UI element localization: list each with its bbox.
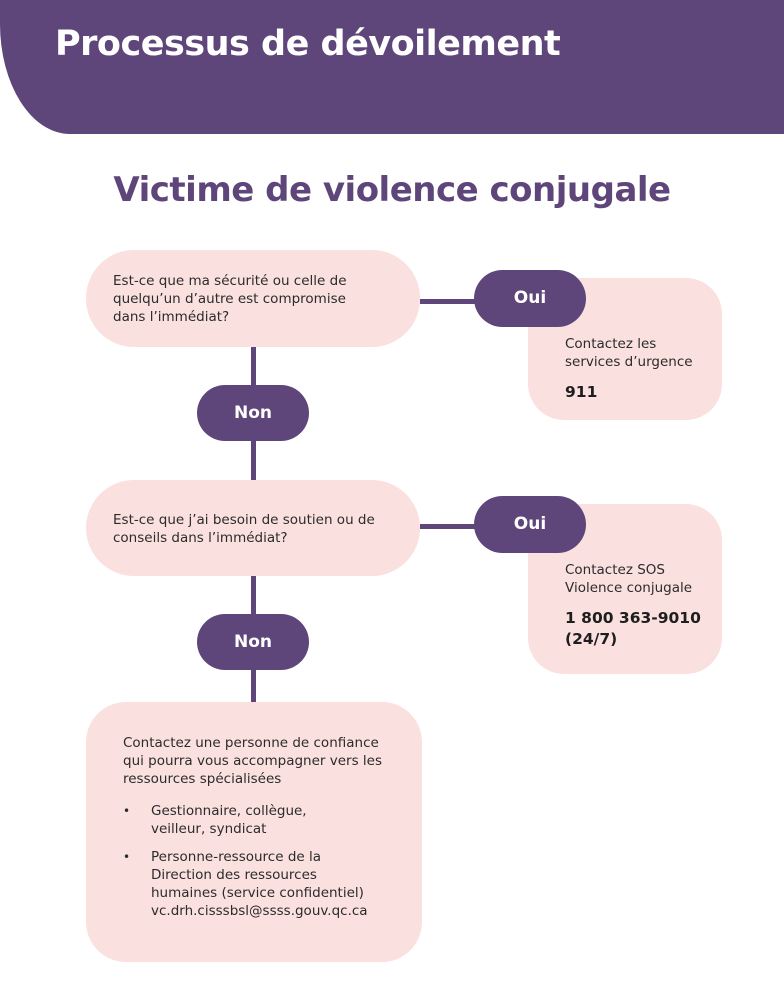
connector-line: [251, 670, 256, 702]
answer-2-text: Contactez SOS Violence conjugale: [565, 562, 693, 596]
page-title: Processus de dévoilement: [55, 24, 561, 64]
connector-line: [251, 347, 256, 385]
header-banner: [0, 0, 784, 134]
question-2-box: [86, 480, 420, 576]
resource-item: • Personne-ressource de la Direction des ressources humaines (service confidentiel) vc.drh.cisssbsl@ssss.gouv.qc.ca: [123, 848, 373, 920]
final-recommendation-box: [86, 702, 422, 962]
resource-item: • Gestionnaire, collègue, veilleur, syndicat: [123, 802, 348, 838]
connector-line: [251, 441, 256, 480]
question-1-text: Est-ce que ma sécurité ou celle de quelqu’un d’autre est compromise dans l’immédiat?: [113, 273, 347, 325]
answer-2-phone: 1 800 363-9010 (24/7): [565, 609, 701, 648]
no-1-badge: Non: [197, 385, 309, 441]
no-2-badge: Non: [197, 614, 309, 670]
yes-2-badge: Oui: [474, 496, 586, 553]
connector-line: [420, 299, 476, 304]
yes-1-badge: Oui: [474, 270, 586, 327]
connector-line: [251, 576, 256, 614]
question-2-text: Est-ce que j’ai besoin de soutien ou de conseils dans l’immédiat?: [113, 512, 375, 546]
final-text: Contactez une personne de confiance qui pourra vous accompagner vers les ressources spécialisées: [123, 735, 383, 787]
question-1-box: [86, 250, 420, 347]
diagram-subtitle: Victime de violence conjugale: [113, 170, 671, 210]
answer-1-text: Contactez les services d’urgence: [565, 336, 693, 370]
resource-list: [123, 802, 402, 920]
answer-1-phone: 911: [565, 383, 598, 401]
connector-line: [420, 524, 476, 529]
